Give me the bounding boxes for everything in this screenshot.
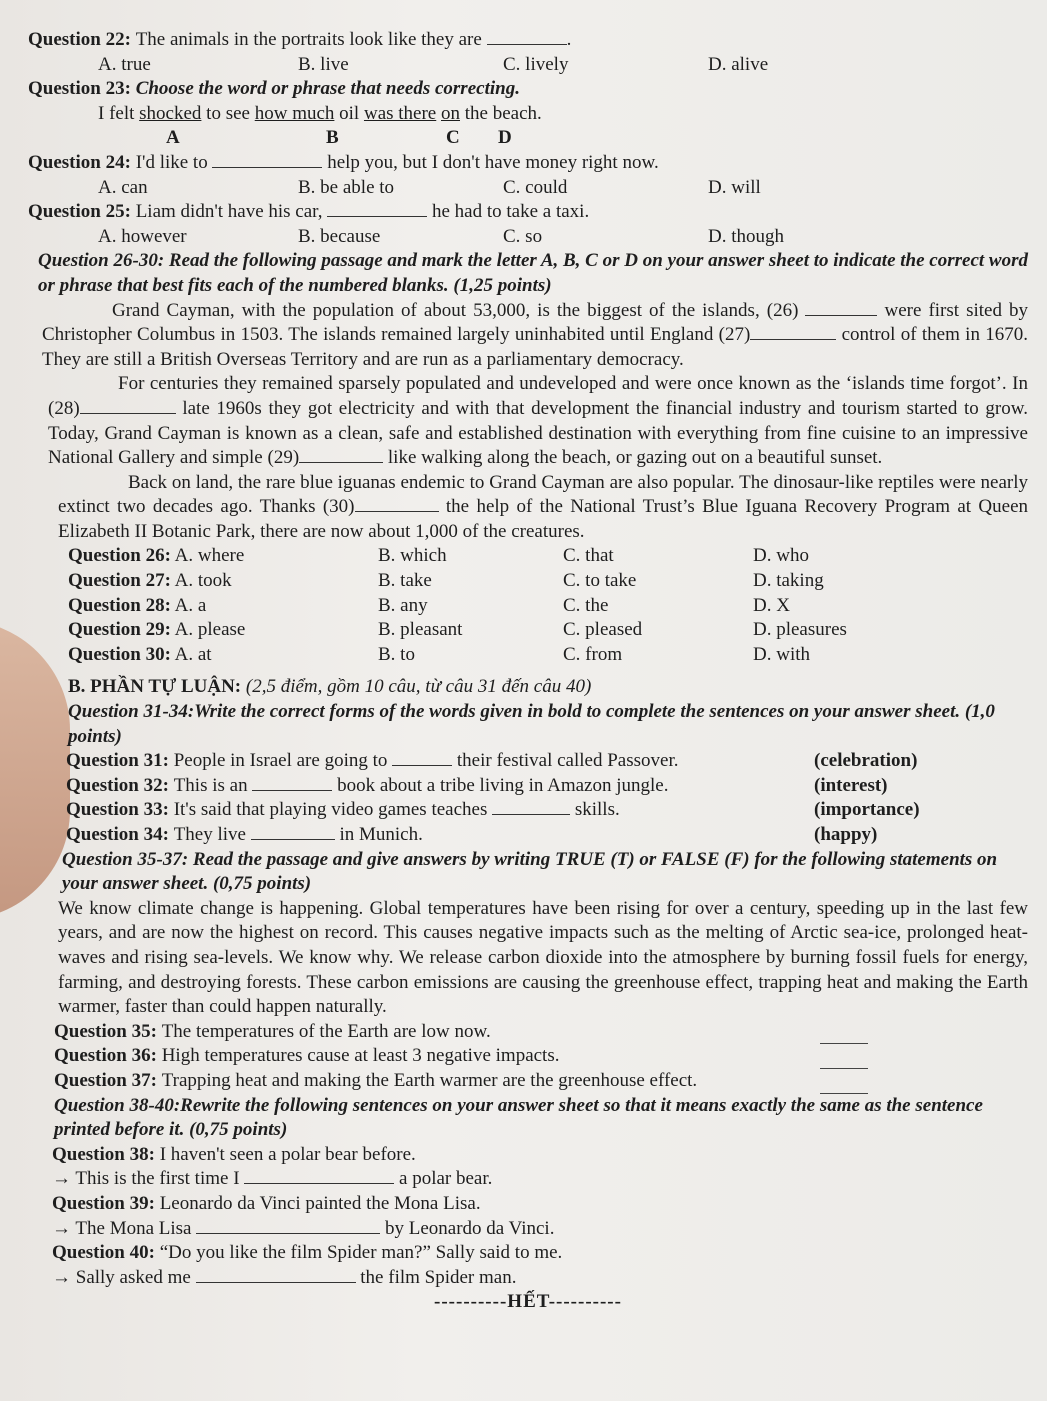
question-text: book about a tribe living in Amazon jungle. (337, 774, 669, 796)
rw-answer (52, 1167, 1028, 1192)
option-a: A. took (174, 570, 232, 592)
option-b: B. to (378, 643, 415, 665)
rw-question (52, 1143, 1028, 1168)
blank-30 (355, 495, 439, 512)
question-text: The animals in the portraits look like they are (135, 29, 482, 50)
rw-question (52, 1192, 1028, 1217)
option-a: A. a (174, 594, 207, 616)
blank-26 (805, 299, 877, 316)
mark-b: B (326, 127, 339, 149)
word-cue: (interest) (814, 774, 888, 796)
question-label: Question 26: (68, 545, 171, 567)
passage-text: For centuries they remained sparsely populated and undeveloped and were once known as the ‘islands time forgot’. In (28) (48, 373, 1028, 419)
part-title: B. PHẦN TỰ LUẬN: (68, 676, 242, 698)
rewrite-end: the film Spider man. (360, 1266, 517, 1288)
sentence-part: oil (339, 102, 360, 124)
question-text: It's said that playing video games teaches (173, 799, 488, 821)
question-text: “Do you like the film Spider man?” Sally said to me. (159, 1242, 563, 1264)
option-d: D. who (753, 545, 809, 567)
underlined-a: shocked (139, 102, 202, 124)
end-text: HẾT (507, 1291, 549, 1313)
passage-text: Grand Cayman, with the population of about 53,000, is the biggest of the islands, (26) (112, 299, 799, 321)
question-label: Question 25: (28, 201, 131, 223)
option-b: B. which (378, 545, 447, 567)
question-text: I haven't seen a polar bear before. (159, 1143, 416, 1165)
question-text: Leonardo da Vinci painted the Mona Lisa. (159, 1192, 481, 1214)
section-instruction-38-40: Question 38-40:Rewrite the following sentences on your answer sheet so that it means exactly the same as the sentence printed before it. (0,75 points) (54, 1094, 983, 1141)
option-d: D. will (708, 176, 761, 198)
question-text: This is an (173, 774, 248, 796)
question-text: he had to take a taxi. (432, 201, 590, 223)
section-instruction-26-30: Question 26-30: Read the following passage and mark the letter A, B, C or D on your answer sheet to indicate the correct word or phrase that best fits each of the numbered blanks. (1,25 points) (38, 250, 1028, 296)
answer-blank (252, 774, 332, 791)
question-label: Question 35: (54, 1020, 157, 1042)
mark-d: D (498, 127, 512, 149)
question-text: High temperatures cause at least 3 negative impacts. (161, 1045, 560, 1067)
question-text: skills. (574, 799, 620, 821)
question-text: in Munich. (339, 824, 423, 845)
word-cue: (happy) (814, 824, 878, 845)
answer-blank (820, 1044, 868, 1069)
tf-row (54, 1069, 1028, 1094)
answer-blank (487, 28, 567, 45)
question-22: Question 22: The animals in the portraits look like they are . (28, 28, 1028, 53)
options-24 (28, 176, 1028, 201)
passage-text: the help of the National Trust’s Blue Iguana Recovery Program at Queen Elizabeth II Botanic Park, there are now about 1,000 of the creatures. (58, 496, 1029, 542)
option-b: B. live (298, 53, 349, 75)
section-instruction-35-37: Question 35-37: Read the passage and give answers by writing TRUE (T) or FALSE (F) for the following statements on your answer sheet. (0,75 points) (62, 848, 998, 895)
wf-row (66, 798, 1028, 823)
true-false-list (28, 1020, 1028, 1094)
question-label: Question 27: (68, 570, 171, 592)
word-cue: (importance) (814, 799, 920, 821)
option-a: A. please (174, 619, 246, 641)
option-d: D. with (753, 643, 810, 665)
underlined-b: how much (254, 102, 335, 124)
rewrite-end: by Leonardo da Vinci. (385, 1217, 555, 1239)
underlined-d: on (441, 102, 460, 124)
option-c: C. that (563, 545, 614, 567)
part-subtitle: (2,5 điểm, gồm 10 câu, từ câu 31 đến câu 40) (245, 676, 592, 698)
question-label: Question 28: (68, 594, 171, 616)
question-label: Question 39: (52, 1192, 155, 1214)
answer-blank (196, 1217, 380, 1234)
option-d: D. X (753, 594, 790, 616)
passage-paragraph-1 (28, 299, 1028, 373)
question-label: Question 40: (52, 1242, 155, 1264)
rewrite-start: → The Mona Lisa (52, 1217, 192, 1239)
blank-27 (750, 323, 836, 340)
question-23 (28, 77, 1028, 102)
sentence-23 (28, 102, 1028, 127)
options-22 (28, 53, 1028, 78)
climate-passage: We know climate change is happening. Global temperatures have been rising for over a century, speeding up in the last few years, and are now the highest on record. This causes negative impacts such as the melting of Arctic sea-ice, prolonged heat-waves and rising sea-levels. We know why. We release carbon dioxide into the atmosphere by burning fossil fuels for energy, farming, and destroying forests. These carbon emissions are causing the greenhouse effect, trapping heat and making the Earth warmer, faster than could happen naturally. (58, 897, 1028, 1018)
answer-blank (196, 1266, 356, 1283)
sentence-part: to see (206, 102, 250, 124)
passage-text: late 1960s they got electricity and with that development the financial industry and tourism started to grow. Today, Grand Cayman is known as a clean, safe and established destination with everything from fine cuisine to an impressive National Gallery and simple (29) (48, 397, 1028, 469)
option-c: C. the (563, 594, 609, 616)
question-text: their festival called Passover. (456, 750, 679, 772)
option-d: D. though (708, 225, 784, 247)
question-text: Liam didn't have his car, (135, 201, 323, 223)
exam-content (28, 28, 1028, 1315)
answer-blank (327, 200, 427, 217)
mcq-row (28, 544, 1028, 569)
tf-row (54, 1044, 1028, 1069)
answer-blank (820, 1069, 868, 1094)
option-b: B. pleasant (378, 619, 463, 641)
option-c: C. pleased (563, 619, 643, 641)
answer-blank (820, 1020, 868, 1045)
rw-answer (52, 1266, 1028, 1291)
passage-text: Back on land, the rare blue iguanas endemic to Grand Cayman are also popular. The dinosaur-like reptiles were nearly extinct two decades ago. Thanks (30) (58, 471, 1028, 518)
option-c: C. could (503, 176, 568, 198)
mcq-row (28, 643, 1028, 668)
answer-blank (251, 823, 335, 840)
option-d: D. alive (708, 53, 769, 75)
mcq-row (28, 594, 1028, 619)
answer-blank (212, 151, 322, 168)
wf-row (66, 749, 1028, 774)
blank-28 (80, 397, 176, 414)
question-label: Question 23: (28, 78, 131, 100)
passage-text: control of them in 1670. They are still a British Overseas Territory and are run as a parliamentary democracy. (42, 324, 1028, 370)
question-label: Question 30: (68, 643, 171, 665)
question-text: They live (173, 824, 246, 845)
question-text: I'd like to (135, 151, 208, 173)
option-a: A. where (174, 545, 245, 567)
option-a: A. however (98, 225, 187, 247)
rewrite-list (28, 1143, 1028, 1291)
word-cue: (celebration) (814, 750, 918, 772)
answer-blank (244, 1167, 394, 1184)
question-label: Question 36: (54, 1045, 157, 1067)
mcq-row (28, 569, 1028, 594)
sentence-part: I felt (98, 102, 135, 124)
question-label: Question 32: (66, 774, 169, 796)
passage-text: were first sited by Christopher Columbus in 1503. The islands remained largely uninhabited until England (27) (42, 299, 1029, 346)
mcq-row (28, 618, 1028, 643)
question-label: Question 31: (66, 750, 169, 772)
question-25 (28, 200, 1028, 225)
answer-blank (392, 749, 452, 766)
option-c: C. lively (503, 53, 569, 75)
option-c: C. from (563, 643, 623, 665)
option-b: B. because (298, 225, 381, 247)
option-a: A. true (98, 53, 151, 75)
question-text: Trapping heat and making the Earth warmer are the greenhouse effect. (161, 1069, 698, 1091)
option-c: C. so (503, 225, 543, 247)
rewrite-start: → This is the first time I (52, 1168, 240, 1190)
option-b: B. be able to (298, 176, 395, 198)
mcq-26-30 (28, 544, 1028, 667)
rw-question (52, 1241, 1028, 1266)
underlined-c: was there (363, 102, 437, 124)
passage-paragraph-2 (28, 372, 1028, 470)
part-b-heading (28, 675, 1028, 700)
tf-row (54, 1020, 1028, 1045)
question-instruction: Choose the word or phrase that needs correcting. (135, 78, 520, 100)
question-label: Question 29: (68, 619, 171, 641)
rewrite-end: a polar bear. (399, 1168, 493, 1190)
options-25 (28, 225, 1028, 250)
rw-answer (52, 1217, 1028, 1242)
mark-a: A (166, 127, 180, 149)
option-a: A. at (174, 643, 212, 665)
rewrite-start: → Sally asked me (52, 1266, 191, 1288)
option-a: A. can (98, 176, 148, 198)
wf-row (66, 774, 1028, 799)
marks-23 (28, 126, 1028, 151)
question-label: Question 22: (28, 29, 131, 50)
blank-29 (299, 446, 383, 463)
word-form-list (28, 749, 1028, 847)
question-text: People in Israel are going to (173, 750, 388, 772)
question-label: Question 38: (52, 1143, 155, 1165)
passage-paragraph-3 (28, 471, 1028, 545)
question-text: The temperatures of the Earth are low now. (161, 1020, 491, 1042)
sentence-part: the beach. (464, 102, 542, 124)
option-d: D. taking (753, 570, 824, 592)
question-24 (28, 151, 1028, 176)
option-d: D. pleasures (753, 619, 847, 641)
question-text: help you, but I don't have money right now. (327, 151, 659, 173)
option-b: B. take (378, 570, 432, 592)
answer-blank (492, 798, 570, 815)
question-label: Question 33: (66, 799, 169, 821)
wf-row (66, 823, 1028, 848)
question-label: Question 24: (28, 151, 131, 173)
section-instruction-31-34: Question 31-34:Write the correct forms of the words given in bold to complete the sentences on your answer sheet. (1,0 points) (68, 701, 995, 747)
mark-c: C (446, 127, 460, 149)
question-label: Question 34: (66, 824, 169, 845)
option-c: C. to take (563, 570, 637, 592)
option-b: B. any (378, 594, 428, 616)
end-marker: ----------HẾT---------- (434, 1291, 622, 1313)
passage-text: like walking along the beach, or gazing out on a beautiful sunset. (387, 447, 883, 469)
question-label: Question 37: (54, 1069, 157, 1091)
